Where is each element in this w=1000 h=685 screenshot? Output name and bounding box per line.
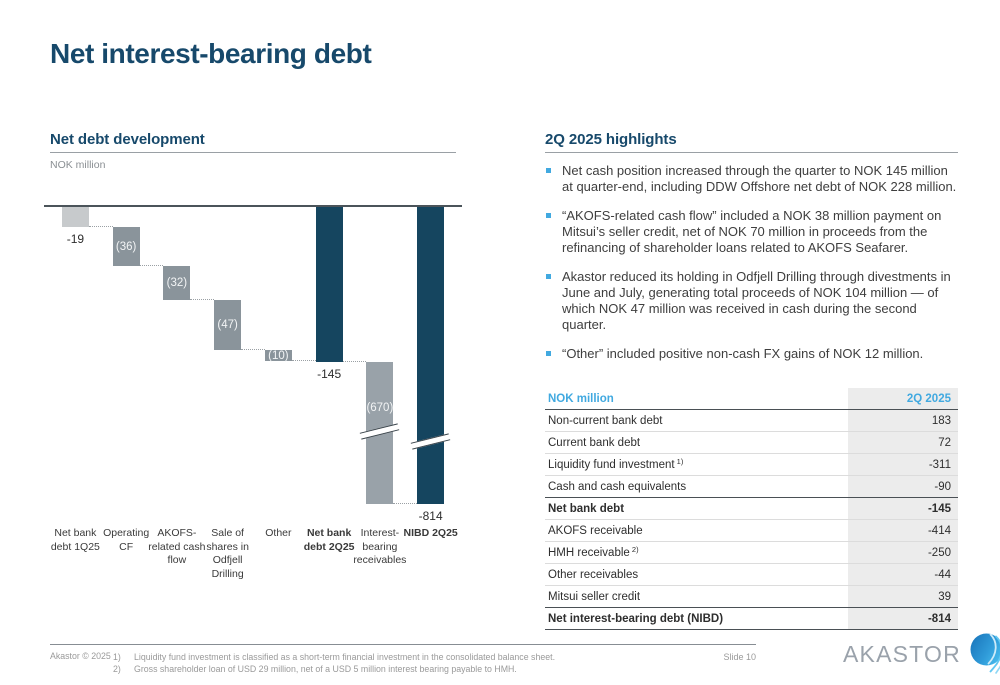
category-label-akofs-related-cash-flow: AKOFS-related cash flow [148, 527, 206, 567]
category-label-net-bank-debt-1q25: Net bank debt 1Q25 [50, 527, 100, 553]
bar-value-label: (36) [115, 240, 137, 253]
bar-net-bank-debt-1q25 [62, 207, 89, 227]
row-label: Liquidity fund investment $^{1)}$ [545, 454, 848, 476]
table-row-liquidity-fund-investment [545, 454, 958, 476]
footnotes [113, 651, 555, 675]
row-value: -814 [848, 608, 958, 630]
row-value: -311 [848, 454, 958, 476]
row-value: -145 [848, 498, 958, 520]
bar-nibd-2q25 [417, 207, 444, 504]
row-value: -90 [848, 476, 958, 498]
row-label: Cash and cash equivalents [545, 476, 848, 498]
bullet-square-icon [546, 213, 551, 218]
table-row-non-current-bank-debt [545, 410, 958, 432]
net-debt-waterfall-chart [50, 207, 456, 607]
row-label: Current bank debt [545, 432, 848, 454]
table-row-other-receivables [545, 564, 958, 586]
waterfall-connector [89, 226, 113, 227]
category-label-net-bank-debt-2q25: Net bank debt 2Q25 [303, 527, 355, 553]
category-label-sale-of-shares-in-odfjell-drilling: Sale of shares in Odfjell Drilling [206, 527, 249, 580]
highlights-section [545, 131, 958, 153]
copyright: Akastor © 2025 [50, 651, 111, 661]
footnote-number: 2) [113, 664, 121, 674]
table-header-value: 2Q 2025 [848, 388, 958, 410]
footnote [113, 651, 555, 663]
waterfall-connector [292, 360, 316, 361]
highlights-title: 2Q 2025 highlights [545, 131, 677, 148]
nibd-table [545, 388, 958, 630]
highlight-bullet [545, 208, 960, 256]
category-label-interest-bearing-receivables: Interest-bearing receivables [353, 527, 407, 567]
footer-divider [50, 644, 756, 645]
row-value: -250 [848, 542, 958, 564]
waterfall-connector [343, 361, 367, 362]
bar-value-label: -814 [418, 509, 443, 523]
highlight-text: Net cash position increased through the quarter to NOK 145 million at quarter-end, including DDW Offshore net debt of NOK 228 million. [562, 163, 957, 194]
highlight-bullet [545, 163, 960, 195]
highlight-text: “AKOFS-related cash flow” included a NOK 38 million payment on Mitsui’s seller credit, net of NOK 70 million in proceeds from the refinancing of shareholder loans related to AKOFS Seafarer. [562, 208, 942, 255]
table-row-hmh-receivable [545, 542, 958, 564]
page-title: Net interest-bearing debt [50, 38, 372, 69]
akastor-logo [843, 633, 1000, 675]
row-label: Mitsui seller credit [545, 586, 848, 608]
row-label: Net interest-bearing debt (NIBD) [545, 608, 848, 630]
waterfall-connector [393, 503, 417, 504]
table-row-net-bank-debt [545, 498, 958, 520]
akastor-swirl-icon [970, 633, 1000, 675]
table-header-row [545, 388, 958, 410]
chart-section-divider [50, 152, 456, 153]
table-row-cash-and-cash-equivalents [545, 476, 958, 498]
row-label: Non-current bank debt [545, 410, 848, 432]
highlight-bullet [545, 269, 960, 333]
chart-section [50, 131, 456, 171]
slide-number: Slide 10 [723, 652, 756, 662]
waterfall-connector [140, 265, 164, 266]
table-header-label: NOK million [545, 388, 848, 410]
row-label: AKOFS receivable [545, 520, 848, 542]
chart-unit-label: NOK million [50, 159, 106, 171]
bar-net-bank-debt-2q25 [316, 207, 343, 362]
bar-value-label: (32) [166, 276, 188, 289]
row-value: 72 [848, 432, 958, 454]
table-row-current-bank-debt [545, 432, 958, 454]
bar-value-label: -145 [317, 367, 342, 381]
row-label: Net bank debt [545, 498, 848, 520]
highlights-list [545, 163, 960, 375]
bar-value-label: (670) [366, 402, 394, 414]
waterfall-connector [241, 349, 265, 350]
bar-value-label: -19 [66, 232, 85, 247]
row-label: Other receivables [545, 564, 848, 586]
row-value: -414 [848, 520, 958, 542]
row-label: HMH receivable $^{2)}$ [545, 542, 848, 564]
category-label-operating-cf: Operating CF [103, 527, 150, 553]
waterfall-connector [190, 299, 214, 300]
footnote-text: Liquidity fund investment is classified as a short-term financial investment in the consolidated balance sheet. [134, 652, 556, 662]
bullet-square-icon [546, 168, 551, 173]
akastor-logo-text: AKASTOR [843, 640, 961, 667]
footnote-number: 1) [113, 652, 121, 662]
bar-value-label: (10) [268, 349, 289, 362]
footnote [113, 663, 555, 675]
table-row-net-interest-bearing-debt-nibd [545, 608, 958, 630]
category-label-nibd-2q25: NIBD 2Q25 [403, 527, 458, 539]
bullet-square-icon [546, 274, 551, 279]
row-value: 39 [848, 586, 958, 608]
bar-value-label: (47) [217, 319, 238, 332]
table-row-mitsui-seller-credit [545, 586, 958, 608]
bullet-square-icon [546, 351, 551, 356]
highlights-divider [545, 152, 958, 153]
row-value: -44 [848, 564, 958, 586]
chart-section-title: Net debt development [50, 131, 205, 148]
footnote-text: Gross shareholder loan of USD 29 million, net of a USD 5 million interest bearing payable to HMH. [134, 664, 517, 674]
highlight-text: “Other” included positive non-cash FX gains of NOK 12 million. [562, 346, 924, 361]
highlight-text: Akastor reduced its holding in Odfjell Drilling through divestments in June and July, generating total proceeds of NOK 104 million — of which NOK 47 million was received in cash during the second quarter. [562, 269, 951, 332]
row-value: 183 [848, 410, 958, 432]
chart-zero-axis [44, 205, 462, 207]
category-label-other: Other [265, 527, 292, 539]
table-row-akofs-receivable [545, 520, 958, 542]
highlight-bullet [545, 346, 960, 362]
nibd-table-wrap [545, 388, 958, 630]
